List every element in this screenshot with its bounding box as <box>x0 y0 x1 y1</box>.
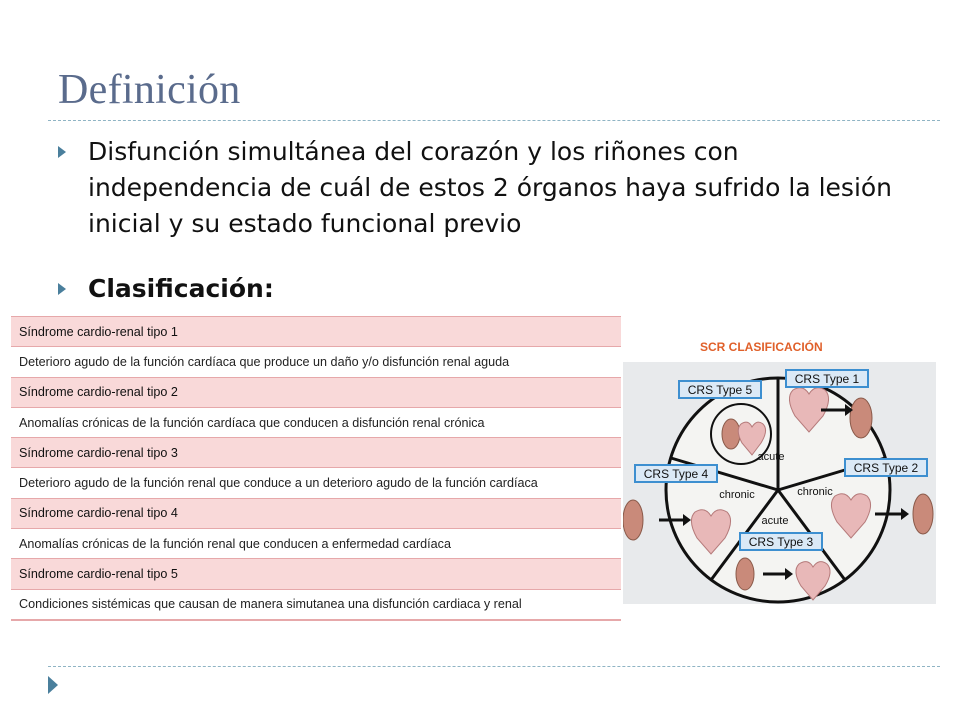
bullet-text: Disfunción simultánea del corazón y los riñones con independencia de cuál de estos 2 órganos haya sufrido la lesión inicial y su estado funcional previo <box>88 137 893 238</box>
label-crs-type-1 <box>786 370 868 387</box>
title-divider <box>48 120 940 121</box>
table-cell: Anomalías crónicas de la función renal que conducen a enfermedad cardíaca <box>11 529 621 559</box>
kidney-icon <box>736 558 754 590</box>
label-acute-bottom: acute <box>761 515 789 527</box>
table-row <box>11 468 621 498</box>
kidney-icon <box>722 419 740 449</box>
diagram-title: SCR CLASIFICACIÓN <box>700 340 823 354</box>
table-cell: Síndrome cardio-renal tipo 4 <box>11 498 621 528</box>
crs-diagram <box>623 362 936 604</box>
corner-arrow-icon <box>48 676 58 694</box>
svg-text:CRS Type 4: CRS Type 4 <box>643 467 709 481</box>
svg-text:CRS Type 5: CRS Type 5 <box>687 383 753 397</box>
bullet-arrow-icon <box>58 146 66 158</box>
label-crs-type-5 <box>679 381 761 398</box>
label-acute-top: acute <box>757 451 785 463</box>
bullet-arrow-icon <box>58 283 66 295</box>
table-cell: Deterioro agudo de la función renal que conduce a un deterioro agudo de la función cardíaca <box>11 468 621 498</box>
svg-text:CRS Type 2: CRS Type 2 <box>853 461 919 475</box>
slide-title: Definición <box>58 67 241 113</box>
table-row <box>11 377 621 407</box>
label-crs-type-3 <box>740 533 822 550</box>
svg-text:CRS Type 1: CRS Type 1 <box>794 372 860 386</box>
footer-divider <box>48 666 940 667</box>
table-row <box>11 438 621 468</box>
table-row <box>11 347 621 377</box>
crs-classification-table <box>11 316 621 621</box>
table-row <box>11 559 621 589</box>
kidney-icon <box>623 500 643 540</box>
label-chronic-right: chronic <box>797 486 833 498</box>
table-cell: Síndrome cardio-renal tipo 5 <box>11 559 621 589</box>
table-row <box>11 317 621 347</box>
table-cell: Síndrome cardio-renal tipo 3 <box>11 438 621 468</box>
kidney-icon <box>850 398 872 438</box>
table-row <box>11 589 621 620</box>
table-cell: Síndrome cardio-renal tipo 2 <box>11 377 621 407</box>
table-row <box>11 407 621 437</box>
label-chronic-left: chronic <box>719 489 755 501</box>
kidney-icon <box>913 494 933 534</box>
label-crs-type-4 <box>635 465 717 482</box>
table-cell: Síndrome cardio-renal tipo 1 <box>11 317 621 347</box>
svg-text:CRS Type 3: CRS Type 3 <box>748 535 814 549</box>
table-cell: Deterioro agudo de la función cardíaca que produce un daño y/o disfunción renal aguda <box>11 347 621 377</box>
table-row <box>11 529 621 559</box>
table-row <box>11 498 621 528</box>
label-crs-type-2 <box>845 459 927 476</box>
table-cell: Condiciones sistémicas que causan de manera simutanea una disfunción cardiaca y renal <box>11 589 621 620</box>
table-cell: Anomalías crónicas de la función cardíaca que conducen a disfunción renal crónica <box>11 407 621 437</box>
bullet-text: Clasificación: <box>88 274 274 303</box>
